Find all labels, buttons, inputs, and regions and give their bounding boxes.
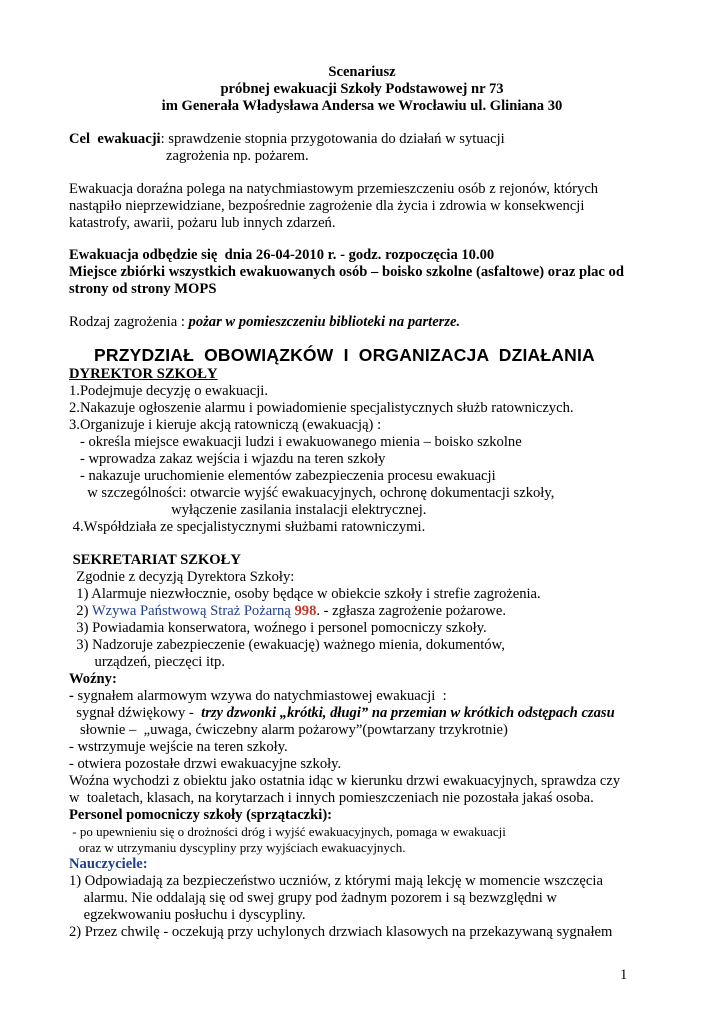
director-item: 4.Współdziała ze specjalistycznymi służbami ratowniczymi. [69,519,426,535]
emergency-number: 998 [294,603,317,619]
secretariat-intro: Zgodnie z decyzją Dyrektora Szkoły: [69,569,295,585]
janitor-line: - otwiera pozostałe drzwi ewakuacyjne szkoły. [69,756,342,772]
secretariat-item: 3) Powiadamia konserwatora, woźnego i personel pomocniczy szkoły. [69,620,487,636]
director-item: - nakazuje uruchomienie elementów zabezpieczenia procesu ewakuacji [69,468,496,484]
schedule-date: Ewakuacja odbędzie się dnia 26-04-2010 r. - godz. rozpoczęcia 10.00 [69,247,495,263]
staff-line: oraz w utrzymaniu dyscypliny przy wyjściach ewakuacyjnych. [69,840,406,855]
goal-label: Cel ewakuacji [69,131,161,147]
definition-line: nastąpiło nieprzewidziane, bezpośrednie zagrożenie dla życia i zdrowia w konsekwencji [69,198,585,214]
signal-label: sygnał dźwiękowy - [69,705,202,721]
goal-line [69,130,505,148]
threat-value: pożar w pomieszczeniu biblioteki na parterze. [188,314,461,330]
janitor-line: w toaletach, klasach, na korytarzach i innych pomieszczeniach nie pozostała jakaś osoba. [69,790,594,806]
director-item: wyłączenie zasilania instalacji elektrycznej. [69,502,427,518]
secretariat-item: urządzeń, pieczęci itp. [69,654,225,670]
teachers-line: alarmu. Nie oddalają się od swej grupy pod żadnym pozorem i są bezwzględni w [69,890,557,906]
definition-line: Ewakuacja doraźna polega na natychmiastowym przemieszczeniu osób z rejonów, których [69,181,599,197]
signal-description: trzy dzwonki „krótki, długi” na przemian w krótkich odstępach czasu [201,705,615,721]
secretariat-heading: SEKRETARIAT SZKOŁY [69,552,241,568]
janitor-line: - wstrzymuje wejście na teren szkoły. [69,739,288,755]
schedule-place-2: strony od strony MOPS [69,281,217,297]
director-heading: DYREKTOR SZKOŁY [69,366,218,382]
janitor-line-text: sygnałem alarmowym wzywa do natychmiastowej ewakuacji : [77,688,447,704]
janitor-heading: Woźny: [69,671,117,687]
director-item: - określa miejsce ewakuacji ludzi i ewakuowanego mienia – boisko szkolne [69,434,522,450]
director-item: 1.Podejmuje decyzję o ewakuacji. [69,383,268,399]
teachers-heading: Nauczyciele: [69,856,148,872]
definition-line: katastrofy, awarii, pożaru lub innych zdarzeń. [69,215,336,231]
staff-heading: Personel pomocniczy szkoły (sprzątaczki): [69,807,333,823]
section-heading: PRZYDZIAŁ OBOWIĄZKÓW I ORGANIZACJA DZIAŁANIA [94,345,595,365]
director-item: w szczególności: otwarcie wyjść ewakuacyjnych, ochronę dokumentacji szkoły, [69,485,555,501]
teachers-line: egzekwowaniu posłuchu i dyscypliny. [69,907,306,923]
fire-brigade-text: Wzywa Państwową Straż Pożarną [91,603,295,619]
janitor-line: Woźna wychodzi z obiektu jako ostatnia idąc w kierunku drzwi ewakuacyjnych, sprawdza czy [69,773,621,789]
schedule-place: Miejsce zbiórki wszystkich ewakuowanych osób – boisko szkolne (asfaltowe) oraz plac od [69,264,624,280]
doc-subtitle-address: im Generała Władysława Andersa we Wrocławiu ul. Gliniana 30 [161,98,563,114]
janitor-line [69,704,615,722]
director-item: 2.Nakazuje ogłoszenie alarmu i powiadomienie specjalistycznych służb ratowniczych. [69,400,574,416]
staff-line: - po upewnieniu się o drożności dróg i wyjść ewakuacyjnych, pomaga w ewakuacji [69,824,506,839]
secretariat-item-number: 2) [69,603,92,619]
secretariat-item-suffix: . - zgłasza zagrożenie pożarowe. [316,603,506,619]
doc-subtitle: próbnej ewakuacji Szkoły Podstawowej nr 73 [220,81,504,97]
secretariat-item [69,602,506,620]
goal-text: : sprawdzenie stopnia przygotowania do działań w sytuacji [160,131,505,147]
teachers-line: 1) Odpowiadają za bezpieczeństwo uczniów, z którymi mają lekcję w momencie wszczęcia [69,873,603,889]
goal-text-2: zagrożenia np. pożarem. [166,148,309,164]
bullet-dash: - [69,688,78,704]
secretariat-item: 3) Nadzoruje zabezpieczenie (ewakuację) ważnego mienia, dokumentów, [69,637,505,653]
janitor-line: słownie – „uwaga, ćwiczebny alarm pożarowy”(powtarzany trzykrotnie) [69,722,508,738]
threat-label: Rodzaj zagrożenia : [69,314,189,330]
janitor-line [69,687,447,705]
page-number: 1 [620,967,628,983]
director-item: 3.Organizuje i kieruje akcją ratowniczą (ewakuacją) : [69,417,382,433]
teachers-line: 2) Przez chwilę - oczekują przy uchylonych drzwiach klasowych na przekazywaną sygnałem [69,924,613,940]
director-item: - wprowadza zakaz wejścia i wjazdu na teren szkoły [69,451,386,467]
secretariat-item: 1) Alarmuje niezwłocznie, osoby będące w obiekcie szkoły i strefie zagrożenia. [69,586,541,602]
doc-title: Scenariusz [328,64,396,80]
threat-line [69,313,460,331]
